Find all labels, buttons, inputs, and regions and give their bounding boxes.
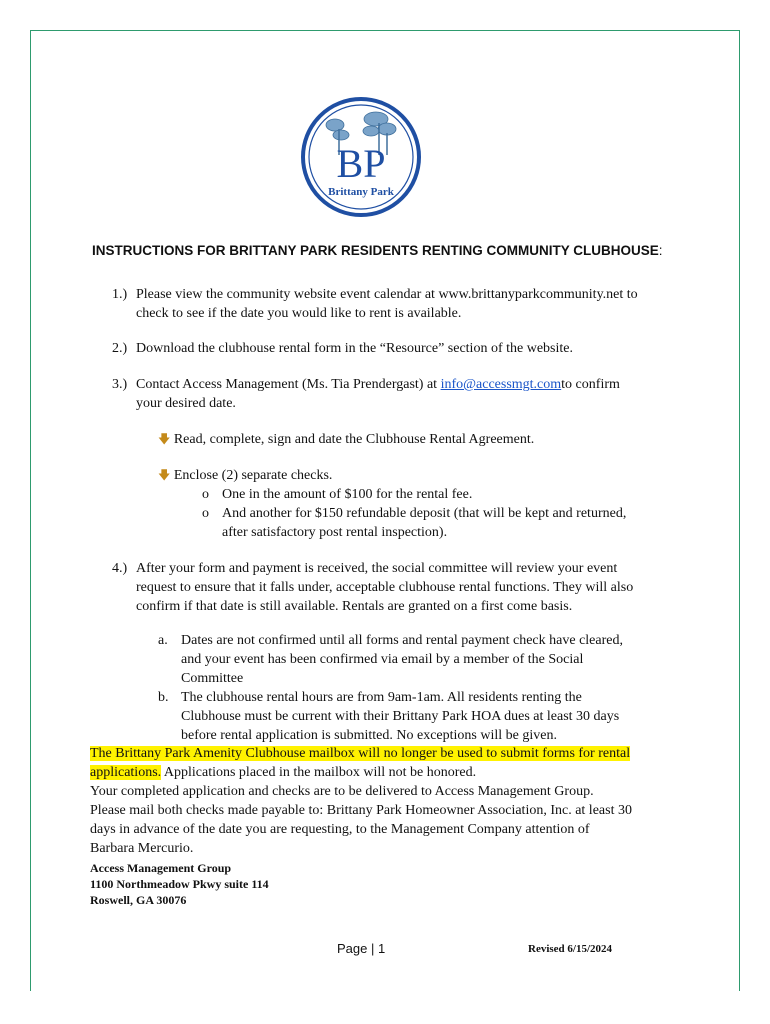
email-link[interactable]: info@accessmgt.com: [440, 377, 562, 392]
arrow-down-icon: 🡇: [158, 432, 171, 446]
arrow-down-icon: 🡇: [158, 468, 171, 482]
bullet-item: 🡇 Read, complete, sign and date the Clubhouse Rental Agreement.: [158, 432, 535, 447]
delivery-instructions: Your completed application and checks are to be delivered to Access Management Group. Please mail both checks made payable to: Brittany Park Homeowner Association, Inc. at least 30 days in advance of the date you are requesting, to the Management Company attention of Barbara Mercurio.: [90, 784, 632, 856]
step-2: 2.) Download the clubhouse rental form in the “Resource” section of the website.: [112, 341, 573, 356]
step-3: 3.) Contact Access Management (Ms. Tia Prendergast) at info@accessmgt.comto confirm your desired date.: [112, 377, 620, 411]
document-heading: INSTRUCTIONS FOR BRITTANY PARK RESIDENTS RENTING COMMUNITY CLUBHOUSE:: [92, 243, 663, 258]
step-number: 2.): [112, 341, 128, 356]
step-4: 4.) After your form and payment is received, the social committee will review your event request to ensure that it falls under, acceptable clubhouse rental functions. They will also confirm if that date is still available. Rentals are granted on a first come basis.: [112, 561, 634, 614]
step-number: 4.): [112, 561, 128, 576]
revised-date: Revised 6/15/2024: [528, 943, 613, 955]
step-number: 1.): [112, 287, 128, 302]
brittany-park-logo: [301, 95, 421, 219]
step-number: 3.): [112, 377, 128, 392]
page-number: Page | 1: [337, 941, 386, 956]
step-1: 1.) Please view the community website event calendar at www.brittanyparkcommunity.net to check to see if the date you would like to rent is available.: [112, 287, 638, 321]
mailbox-notice: The Brittany Park Amenity Clubhouse mailbox will no longer be used to submit forms for rental applications. Applications placed in the mailbox will not be honored.: [90, 746, 631, 780]
svg-text:BP: BP: [336, 141, 386, 186]
mailing-address: Access Management Group 1100 Northmeadow Pkwy suite 114 Roswell, GA 30076: [90, 861, 269, 907]
svg-text:Brittany Park: Brittany Park: [328, 186, 394, 198]
bullet-item: 🡇 Enclose (2) separate checks.: [158, 468, 333, 483]
